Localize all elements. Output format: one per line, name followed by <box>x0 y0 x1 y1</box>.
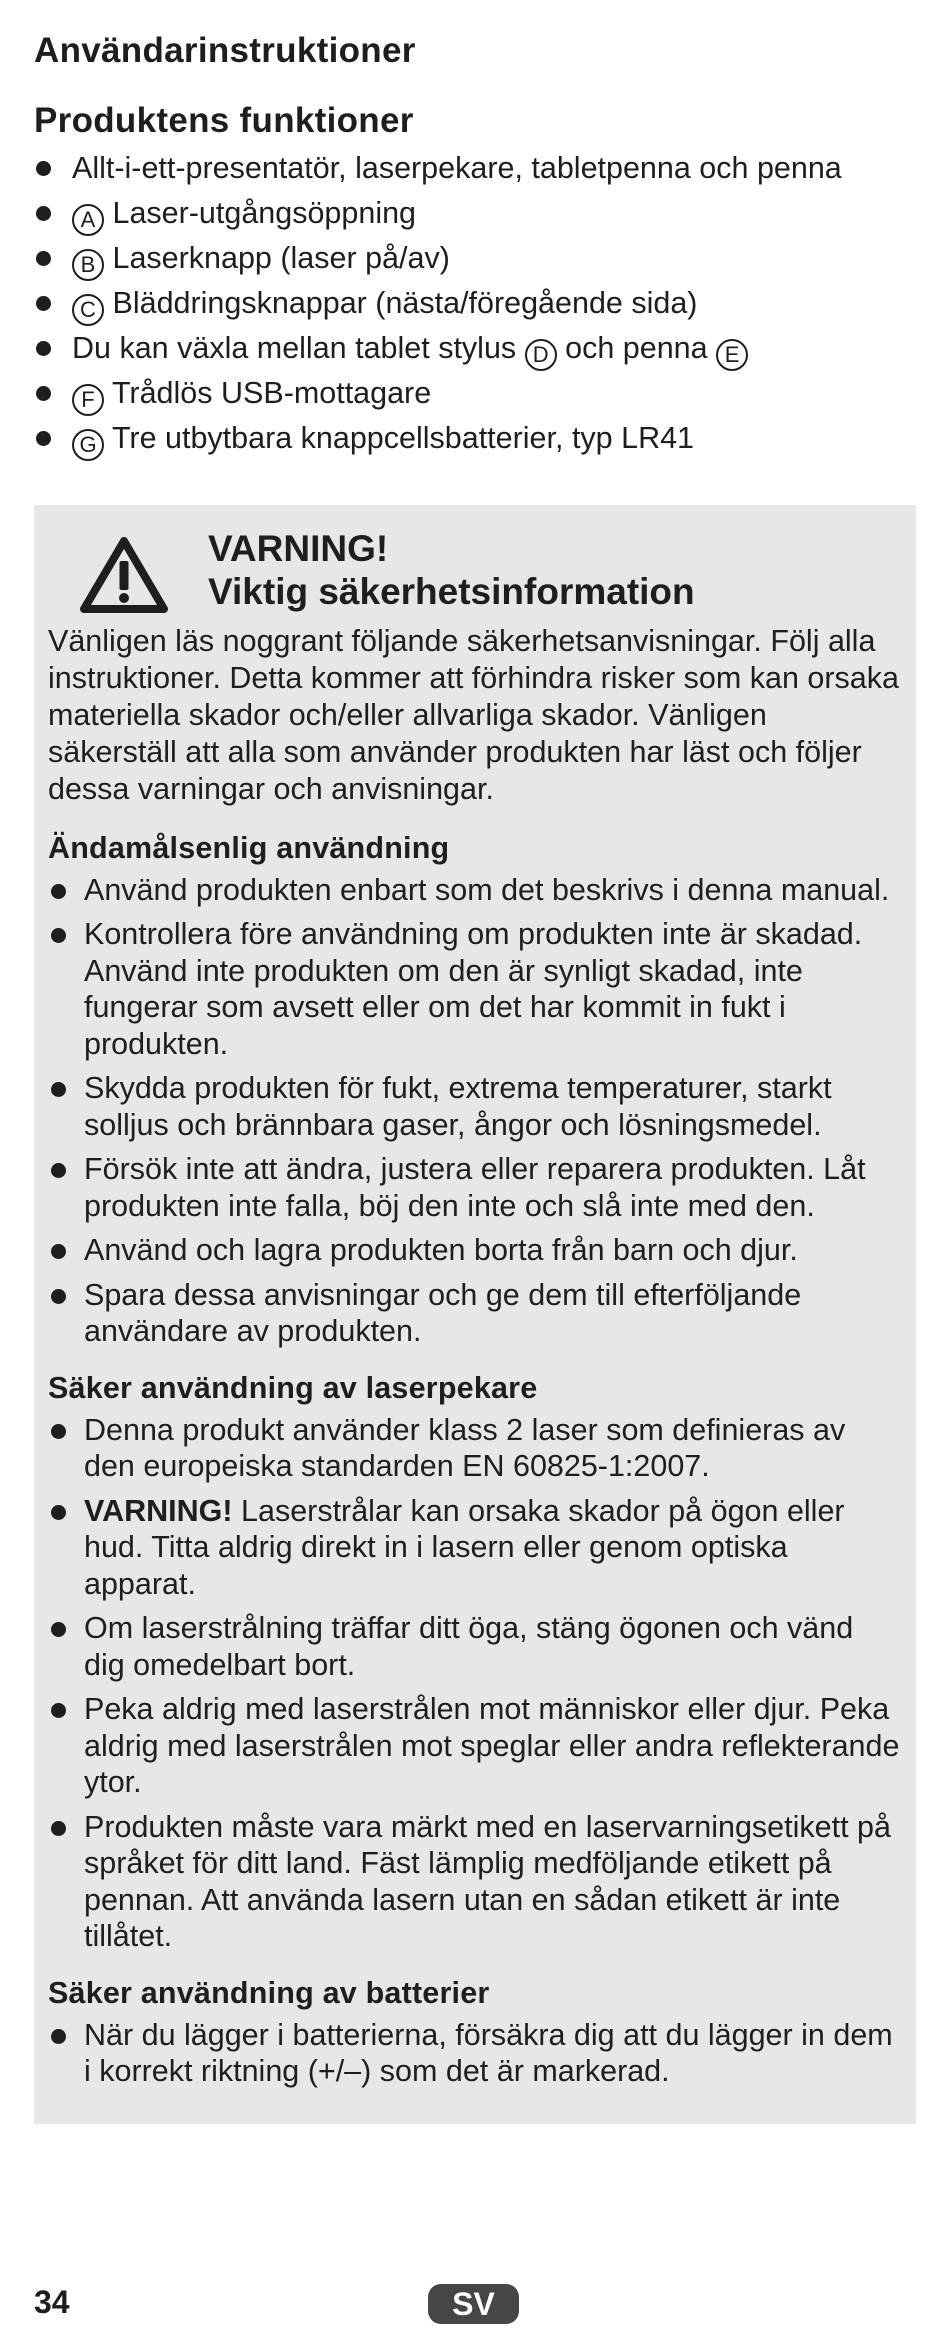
feature-item <box>34 416 916 461</box>
battery-safety-list <box>48 2017 902 2090</box>
circled-letter-icon: B <box>72 249 104 281</box>
language-badge: SV <box>428 2284 519 2324</box>
laser-safety-heading: Säker användning av laserpekare <box>48 1370 538 1405</box>
warning-intro: Vänligen läs noggrant följande säkerhetsanvisningar. Följ alla instruktioner. Detta kommer att förhindra risker som kan orsaka materiella skador och/eller allvarliga skador. Vänligen säkerställ att alla som använder produkten har läst och följer dessa varningar och anvisningar. <box>48 623 899 806</box>
intended-use-heading: Ändamålsenlig användning <box>48 830 450 865</box>
list-item-text: Peka aldrig med laserstrålen mot människor eller djur. Peka aldrig med laserstrålen mot speglar eller andra reflekterande ytor. <box>84 1692 900 1799</box>
warning-title: VARNING! <box>208 527 389 569</box>
warning-header <box>48 527 902 615</box>
circled-letter-icon: G <box>72 429 104 461</box>
list-item: Skydda produkten för fukt, extrema temperaturer, starkt solljus och brännbara gaser, ångor och lösningsmedel. <box>48 1070 902 1143</box>
laser-safety-list <box>48 1412 902 1955</box>
list-item: Försök inte att ändra, justera eller reparera produkten. Låt produkten inte falla, böj den inte och slå inte med den. <box>48 1151 902 1224</box>
circled-letter-icon: F <box>72 384 104 416</box>
feature-text: Laserknapp (laser på/av) <box>112 240 450 275</box>
page-number: 34 <box>34 2284 70 2320</box>
intended-use-list <box>48 872 902 1350</box>
feature-item <box>34 326 916 371</box>
features-heading: Produktens funktioner <box>34 101 414 140</box>
feature-item <box>34 371 916 416</box>
feature-item <box>34 236 916 281</box>
list-item <box>48 1691 902 1801</box>
list-item: Använd produkten enbart som det beskrivs i denna manual. <box>48 872 902 909</box>
list-item: Kontrollera före användning om produkten inte är skadad. Använd inte produkten om den är synligt skadad, inte fungerar som avsett eller om det har kommit in fukt i produkten. <box>48 916 902 1062</box>
feature-item <box>34 146 916 191</box>
manual-page <box>34 26 916 2124</box>
feature-text: Bläddringsknappar (nästa/föregående sida) <box>112 285 698 320</box>
feature-item <box>34 191 916 236</box>
list-item-warning-label: VARNING! <box>84 1493 233 1528</box>
feature-item <box>34 281 916 326</box>
feature-text: Allt-i-ett-presentatör, laserpekare, tabletpenna och penna <box>72 151 842 185</box>
list-item-text: Denna produkt använder klass 2 laser som definieras av den europeiska standarden EN 60825-1:2007. <box>84 1412 846 1483</box>
feature-text: Laser-utgångsöppning <box>112 195 417 230</box>
document-title: Användarinstruktioner <box>34 31 416 70</box>
list-item <box>48 1610 902 1683</box>
feature-text: Tre utbytbara knappcellsbatterier, typ LR41 <box>111 420 695 455</box>
list-item: Använd och lagra produkten borta från barn och djur. <box>48 1232 902 1269</box>
list-item-text: Om laserstrålning träffar ditt öga, stäng ögonen och vänd dig omedelbart bort. <box>84 1611 854 1682</box>
list-item <box>48 1809 902 1955</box>
circled-letter-icon: E <box>716 339 748 371</box>
circled-letter-icon: A <box>72 204 104 236</box>
feature-text: Trådlös USB-mottagare <box>111 375 432 410</box>
features-list <box>34 146 916 461</box>
list-item-text: Laserstrålar kan orsaka skador på ögon eller hud. Titta aldrig direkt in i lasern eller genom optiska apparat. <box>84 1493 845 1601</box>
warning-triangle-icon <box>78 535 170 615</box>
list-item: När du lägger i batterierna, försäkra dig att du lägger in dem i korrekt riktning (+/–) som det är markerad. <box>48 2017 902 2090</box>
list-item <box>48 1493 902 1603</box>
circled-letter-icon: C <box>72 294 104 326</box>
safety-warning-box <box>34 505 916 2124</box>
list-item <box>48 1412 902 1485</box>
list-item: Spara dessa anvisningar och ge dem till efterföljande användare av produkten. <box>48 1277 902 1350</box>
battery-safety-heading: Säker användning av batterier <box>48 1975 490 2010</box>
circled-letter-icon: D <box>525 339 557 371</box>
warning-titles <box>208 527 695 613</box>
feature-text: Du kan växla mellan tablet stylus <box>72 330 517 365</box>
feature-text: och penna <box>565 330 708 365</box>
list-item-text: Produkten måste vara märkt med en laservarningsetikett på språket för ditt land. Fäst lämplig medföljande etikett på pennan. Att använda lasern utan en sådan etikett är inte tillåtet. <box>84 1809 891 1953</box>
warning-subtitle: Viktig säkerhetsinformation <box>208 570 695 612</box>
